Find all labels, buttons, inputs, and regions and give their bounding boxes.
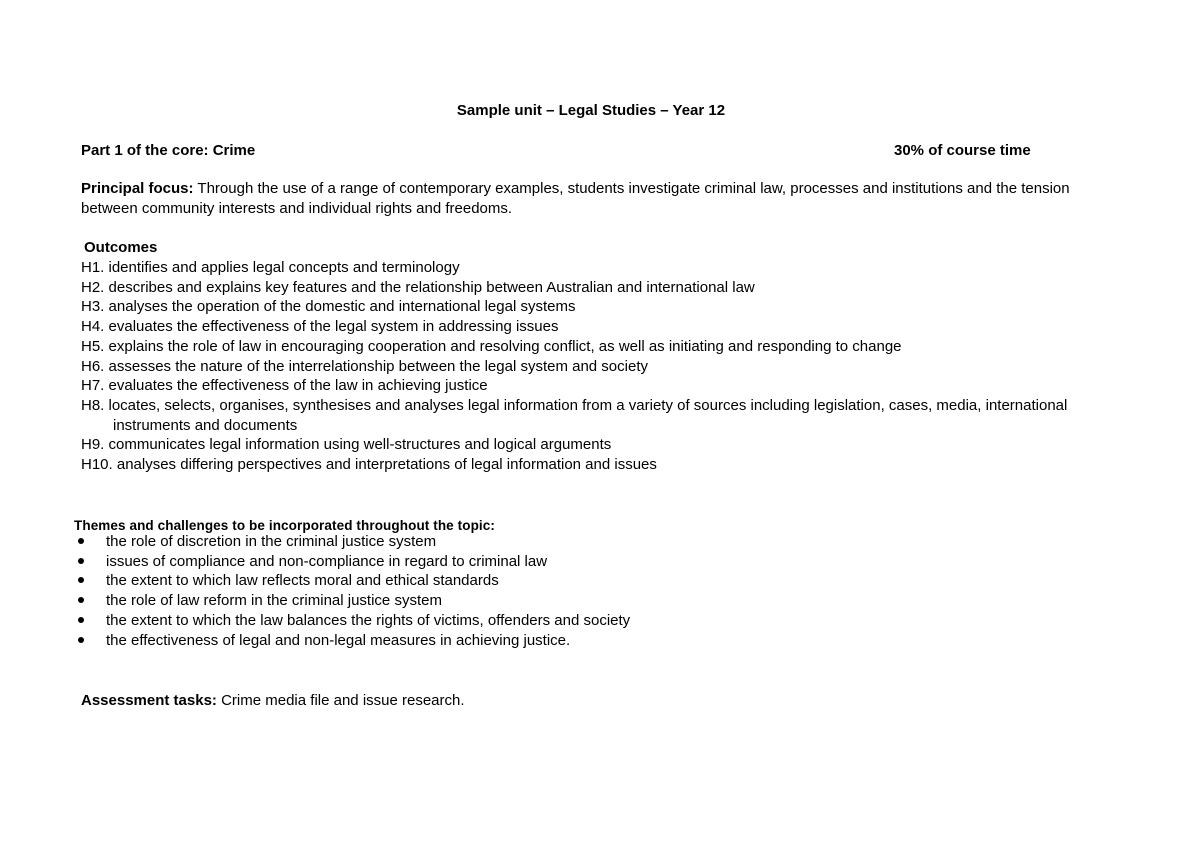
theme-item-text: issues of compliance and non-compliance in regard to criminal law bbox=[106, 552, 548, 570]
outcome-item: H9. communicates legal information using well-structures and logical arguments bbox=[81, 436, 612, 454]
document-title: Sample unit – Legal Studies – Year 12 bbox=[456, 102, 726, 119]
theme-item bbox=[74, 631, 1074, 651]
bullet-icon bbox=[78, 637, 84, 643]
bullet-icon bbox=[78, 597, 84, 603]
outcomes-heading: Outcomes bbox=[84, 239, 158, 256]
theme-item-text: the extent to which law reflects moral and ethical standards bbox=[106, 572, 499, 590]
theme-item bbox=[74, 532, 1074, 552]
outcomes-list bbox=[81, 258, 1131, 475]
themes-list bbox=[74, 532, 1074, 650]
outcome-item: H3. analyses the operation of the domestic and international legal systems bbox=[81, 298, 576, 316]
bullet-icon bbox=[78, 538, 84, 544]
core-part-label: Part 1 of the core: Crime bbox=[81, 142, 256, 159]
theme-item-text: the extent to which the law balances the rights of victims, offenders and society bbox=[106, 611, 631, 629]
themes-heading: Themes and challenges to be incorporated throughout the topic: bbox=[74, 518, 495, 533]
outcome-item: H2. describes and explains key features and the relationship between Australian and international law bbox=[81, 278, 755, 296]
theme-item bbox=[74, 552, 1074, 572]
theme-item bbox=[74, 591, 1074, 611]
theme-item-text: the role of discretion in the criminal justice system bbox=[106, 533, 437, 550]
outcome-item: H7. evaluates the effectiveness of the law in achieving justice bbox=[81, 377, 488, 395]
principal-focus-text: Through the use of a range of contemporary examples, students investigate criminal law, processes and institutions and the tension between community interests and individual rights and freedoms. bbox=[81, 180, 1070, 217]
outcome-item: H5. explains the role of law in encouraging cooperation and resolving conflict, as well as initiating and responding to change bbox=[81, 337, 902, 355]
outcome-item: H6. assesses the nature of the interrelationship between the legal system and society bbox=[81, 357, 648, 375]
bullet-icon bbox=[78, 617, 84, 623]
theme-item-text: the effectiveness of legal and non-legal measures in achieving justice. bbox=[106, 631, 571, 649]
bullet-icon bbox=[78, 577, 84, 583]
assessment-paragraph bbox=[81, 691, 465, 711]
assessment-text: Crime media file and issue research. bbox=[216, 692, 465, 709]
outcome-item: H1. identifies and applies legal concepts and terminology bbox=[81, 259, 460, 276]
theme-item bbox=[74, 611, 1074, 631]
theme-item bbox=[74, 571, 1074, 591]
principal-focus-paragraph bbox=[81, 179, 1121, 218]
outcome-item: H10. analyses differing perspectives and interpretations of legal information and issues bbox=[81, 456, 657, 474]
outcome-item: H8. locates, selects, organises, synthesises and analyses legal information from a variety of sources including legislation, cases, media, international instruments and documents bbox=[81, 396, 1068, 434]
assessment-label: Assessment tasks: bbox=[81, 692, 217, 709]
theme-item-text: the role of law reform in the criminal justice system bbox=[106, 592, 442, 610]
principal-focus-label: Principal focus: bbox=[81, 180, 194, 197]
course-time-label: 30% of course time bbox=[894, 142, 1031, 159]
bullet-icon bbox=[78, 558, 84, 564]
outcome-item: H4. evaluates the effectiveness of the legal system in addressing issues bbox=[81, 318, 559, 336]
